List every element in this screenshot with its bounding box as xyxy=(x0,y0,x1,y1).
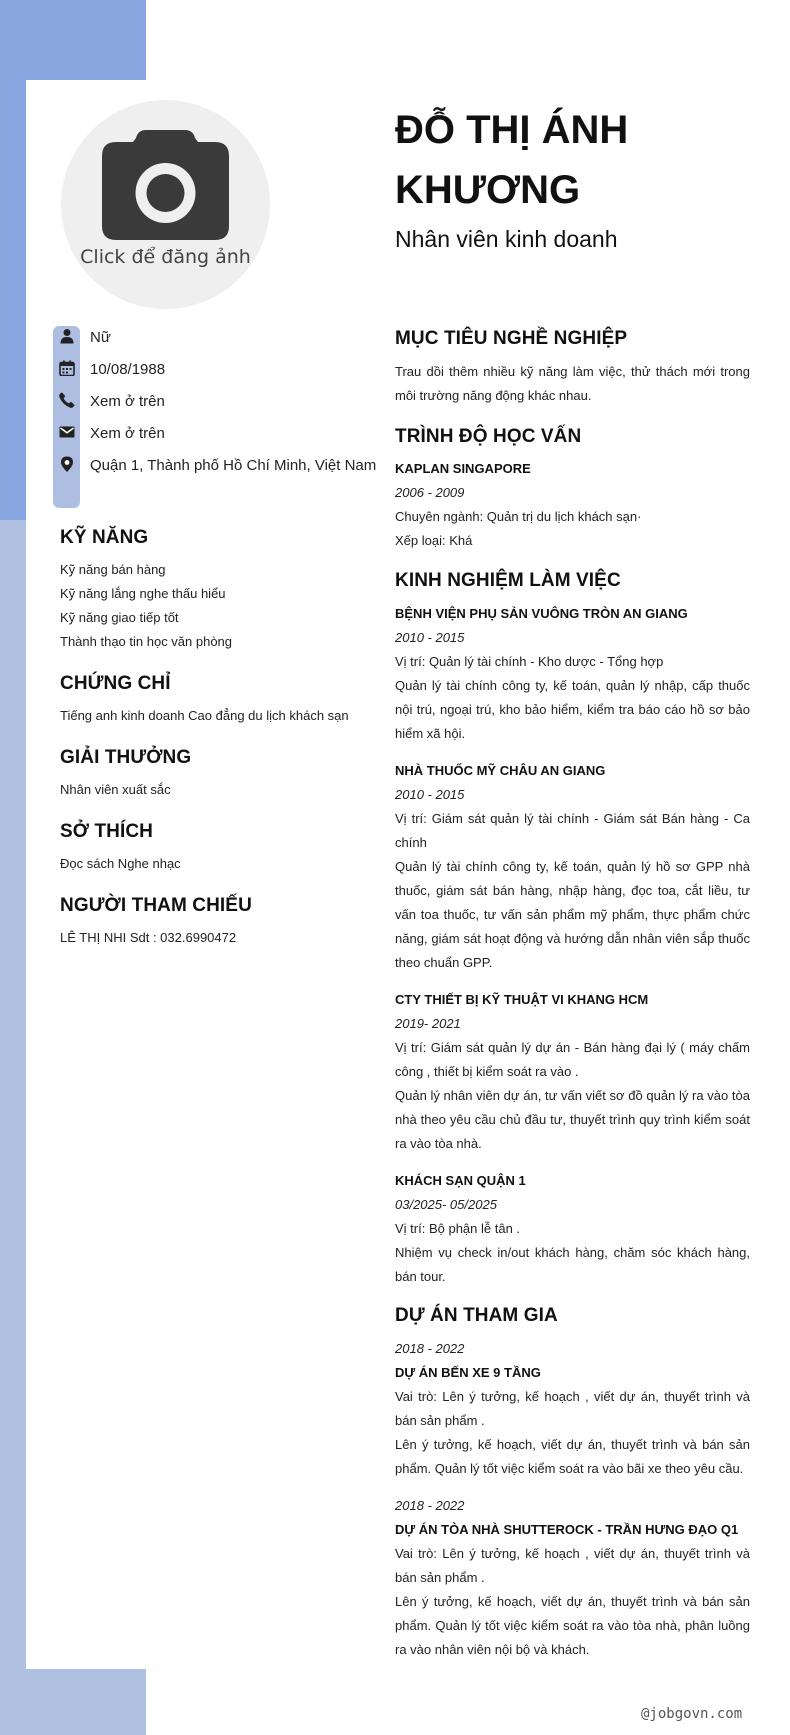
projects-heading: DỰ ÁN THAM GIA xyxy=(395,1305,558,1326)
project-item xyxy=(395,1494,750,1662)
project-name: DỰ ÁN BẾN XE 9 TẦNG xyxy=(395,1365,541,1380)
location-icon xyxy=(59,456,75,472)
job-title: Nhân viên kinh doanh xyxy=(395,226,618,252)
full-name: ĐỖ THỊ ÁNH KHƯƠNG xyxy=(395,108,629,212)
list-item: Thành thạo tin học văn phòng xyxy=(60,634,233,649)
experience-item xyxy=(395,988,750,1156)
skills-list xyxy=(60,558,232,654)
calendar-icon xyxy=(59,360,75,376)
job-description: Quản lý nhân viên dự án, tư vấn viết sơ đồ quản lý ra vào tòa nhà theo yêu cầu chủ đầu tư, thuyết trình quy trình kiểm soát ra vào tòa nhà. xyxy=(395,1088,750,1151)
education-block xyxy=(395,457,750,553)
list-item: Kỹ năng lắng nghe thấu hiểu xyxy=(60,586,226,601)
job-period: 2010 - 2015 xyxy=(395,787,465,802)
email-icon xyxy=(59,424,75,440)
certificates-heading: CHỨNG CHỈ xyxy=(60,673,171,694)
skills-heading: KỸ NĂNG xyxy=(60,527,149,548)
list-item: Kỹ năng giao tiếp tốt xyxy=(60,610,179,625)
phone-icon xyxy=(59,392,75,408)
company-name: KHÁCH SẠN QUẬN 1 xyxy=(395,1173,526,1188)
job-position: Vị trí: Giám sát quản lý tài chính - Giám sát Bán hàng - Ca chính xyxy=(395,811,750,850)
certificates-text: Tiếng anh kinh doanh Cao đẳng du lịch khách sạn xyxy=(60,708,349,723)
company-name: NHÀ THUỐC MỸ CHÂU AN GIANG xyxy=(395,763,606,778)
references-text: LÊ THỊ NHI Sdt : 032.6990472 xyxy=(60,930,237,945)
contact-icon-bar xyxy=(53,326,80,508)
job-period: 03/2025- 05/2025 xyxy=(395,1197,497,1212)
camera-icon xyxy=(102,130,229,240)
project-item xyxy=(395,1337,750,1481)
job-period: 2010 - 2015 xyxy=(395,630,465,645)
job-position: Vị trí: Bộ phận lễ tân . xyxy=(395,1221,521,1236)
project-period: 2018 - 2022 xyxy=(395,1498,465,1513)
project-role: Vai trò: Lên ý tưởng, kế hoạch , viết dự án, thuyết trình và bán sản phẩm . xyxy=(395,1389,750,1428)
job-description: Quản lý tài chính công ty, kế toán, quản lý hồ sơ GPP nhà thuốc, giám sát bán hàng, nhập hàng, đọc toa, cắt liều, tư vấn toa thuốc, tư vấn sản phẩm mỹ phẩm, thực phẩm chức năng, giám sát hoạt động và hướng dẫn nhân viên sắp thuốc theo chuẩn GPP. xyxy=(395,859,750,970)
project-description: Lên ý tưởng, kế hoạch, viết dự án, thuyết trình và bán sản phẩm. Quản lý tốt việc kiểm soát ra vào bãi xe theo yêu cầu. xyxy=(395,1437,750,1476)
experience-heading: KINH NGHIỆM LÀM VIỆC xyxy=(395,570,621,591)
person-icon xyxy=(59,328,75,344)
project-role: Vai trò: Lên ý tưởng, kế hoạch , viết dự án, thuyết trình và bán sản phẩm . xyxy=(395,1546,750,1585)
footer-watermark: @jobgovn.com xyxy=(641,1706,743,1722)
education-period: 2006 - 2009 xyxy=(395,485,465,500)
objective-heading: MỤC TIÊU NGHỀ NGHIỆP xyxy=(395,328,628,349)
school-name: KAPLAN SINGAPORE xyxy=(395,461,531,476)
project-name: DỰ ÁN TÒA NHÀ SHUTTEROCK - TRẦN HƯNG ĐẠO Q1 xyxy=(395,1522,739,1537)
project-period: 2018 - 2022 xyxy=(395,1341,465,1356)
hobbies-text: Đọc sách Nghe nhạc xyxy=(60,856,181,871)
company-name: CTY THIẾT BỊ KỸ THUẬT VI KHANG HCM xyxy=(395,992,649,1007)
list-item: Kỹ năng bán hàng xyxy=(60,562,166,577)
photo-upload[interactable] xyxy=(61,100,270,309)
company-name: BỆNH VIỆN PHỤ SẢN VUÔNG TRÒN AN GIANG xyxy=(395,606,688,621)
experience-item xyxy=(395,602,750,746)
job-period: 2019- 2021 xyxy=(395,1016,461,1031)
job-position: Vị trí: Giám sát quản lý dự án - Bán hàng đại lý ( máy chấm công , thiết bị kiểm soát ra vào . xyxy=(395,1040,750,1079)
hobbies-heading: SỞ THÍCH xyxy=(60,821,154,842)
project-description: Lên ý tưởng, kế hoạch, viết dự án, thuyết trình và bán sản phẩm. Quản lý tốt việc kiểm soát ra vào tòa nhà, phân luồng ra vào nhân viên nội bộ và khách. xyxy=(395,1594,750,1657)
education-major: Chuyên ngành: Quản trị du lịch khách sạn· xyxy=(395,509,642,524)
awards-heading: GIẢI THƯỞNG xyxy=(60,747,192,768)
photo-upload-label: Click để đăng ảnh xyxy=(80,246,251,268)
education-heading: TRÌNH ĐỘ HỌC VẤN xyxy=(395,426,582,447)
education-grade: Xếp loại: Khá xyxy=(395,533,473,548)
references-heading: NGƯỜI THAM CHIẾU xyxy=(60,895,252,916)
job-description: Nhiệm vụ check in/out khách hàng, chăm sóc khách hàng, bán tour. xyxy=(395,1245,750,1284)
job-position: Vị trí: Quản lý tài chính - Kho dược - Tổng hợp xyxy=(395,654,664,669)
experience-item xyxy=(395,1169,750,1289)
objective-text: Trau dồi thêm nhiều kỹ năng làm việc, thử thách mới trong môi trường năng động khác nhau. xyxy=(395,364,750,403)
awards-text: Nhân viên xuất sắc xyxy=(60,782,171,797)
experience-item xyxy=(395,759,750,975)
job-description: Quản lý tài chính công ty, kế toán, quản lý nhập, cấp thuốc nội trú, ngoại trú, kho bảo hiểm, kiểm tra báo cáo hồ sơ bảo hiểm xã hội. xyxy=(395,678,750,741)
